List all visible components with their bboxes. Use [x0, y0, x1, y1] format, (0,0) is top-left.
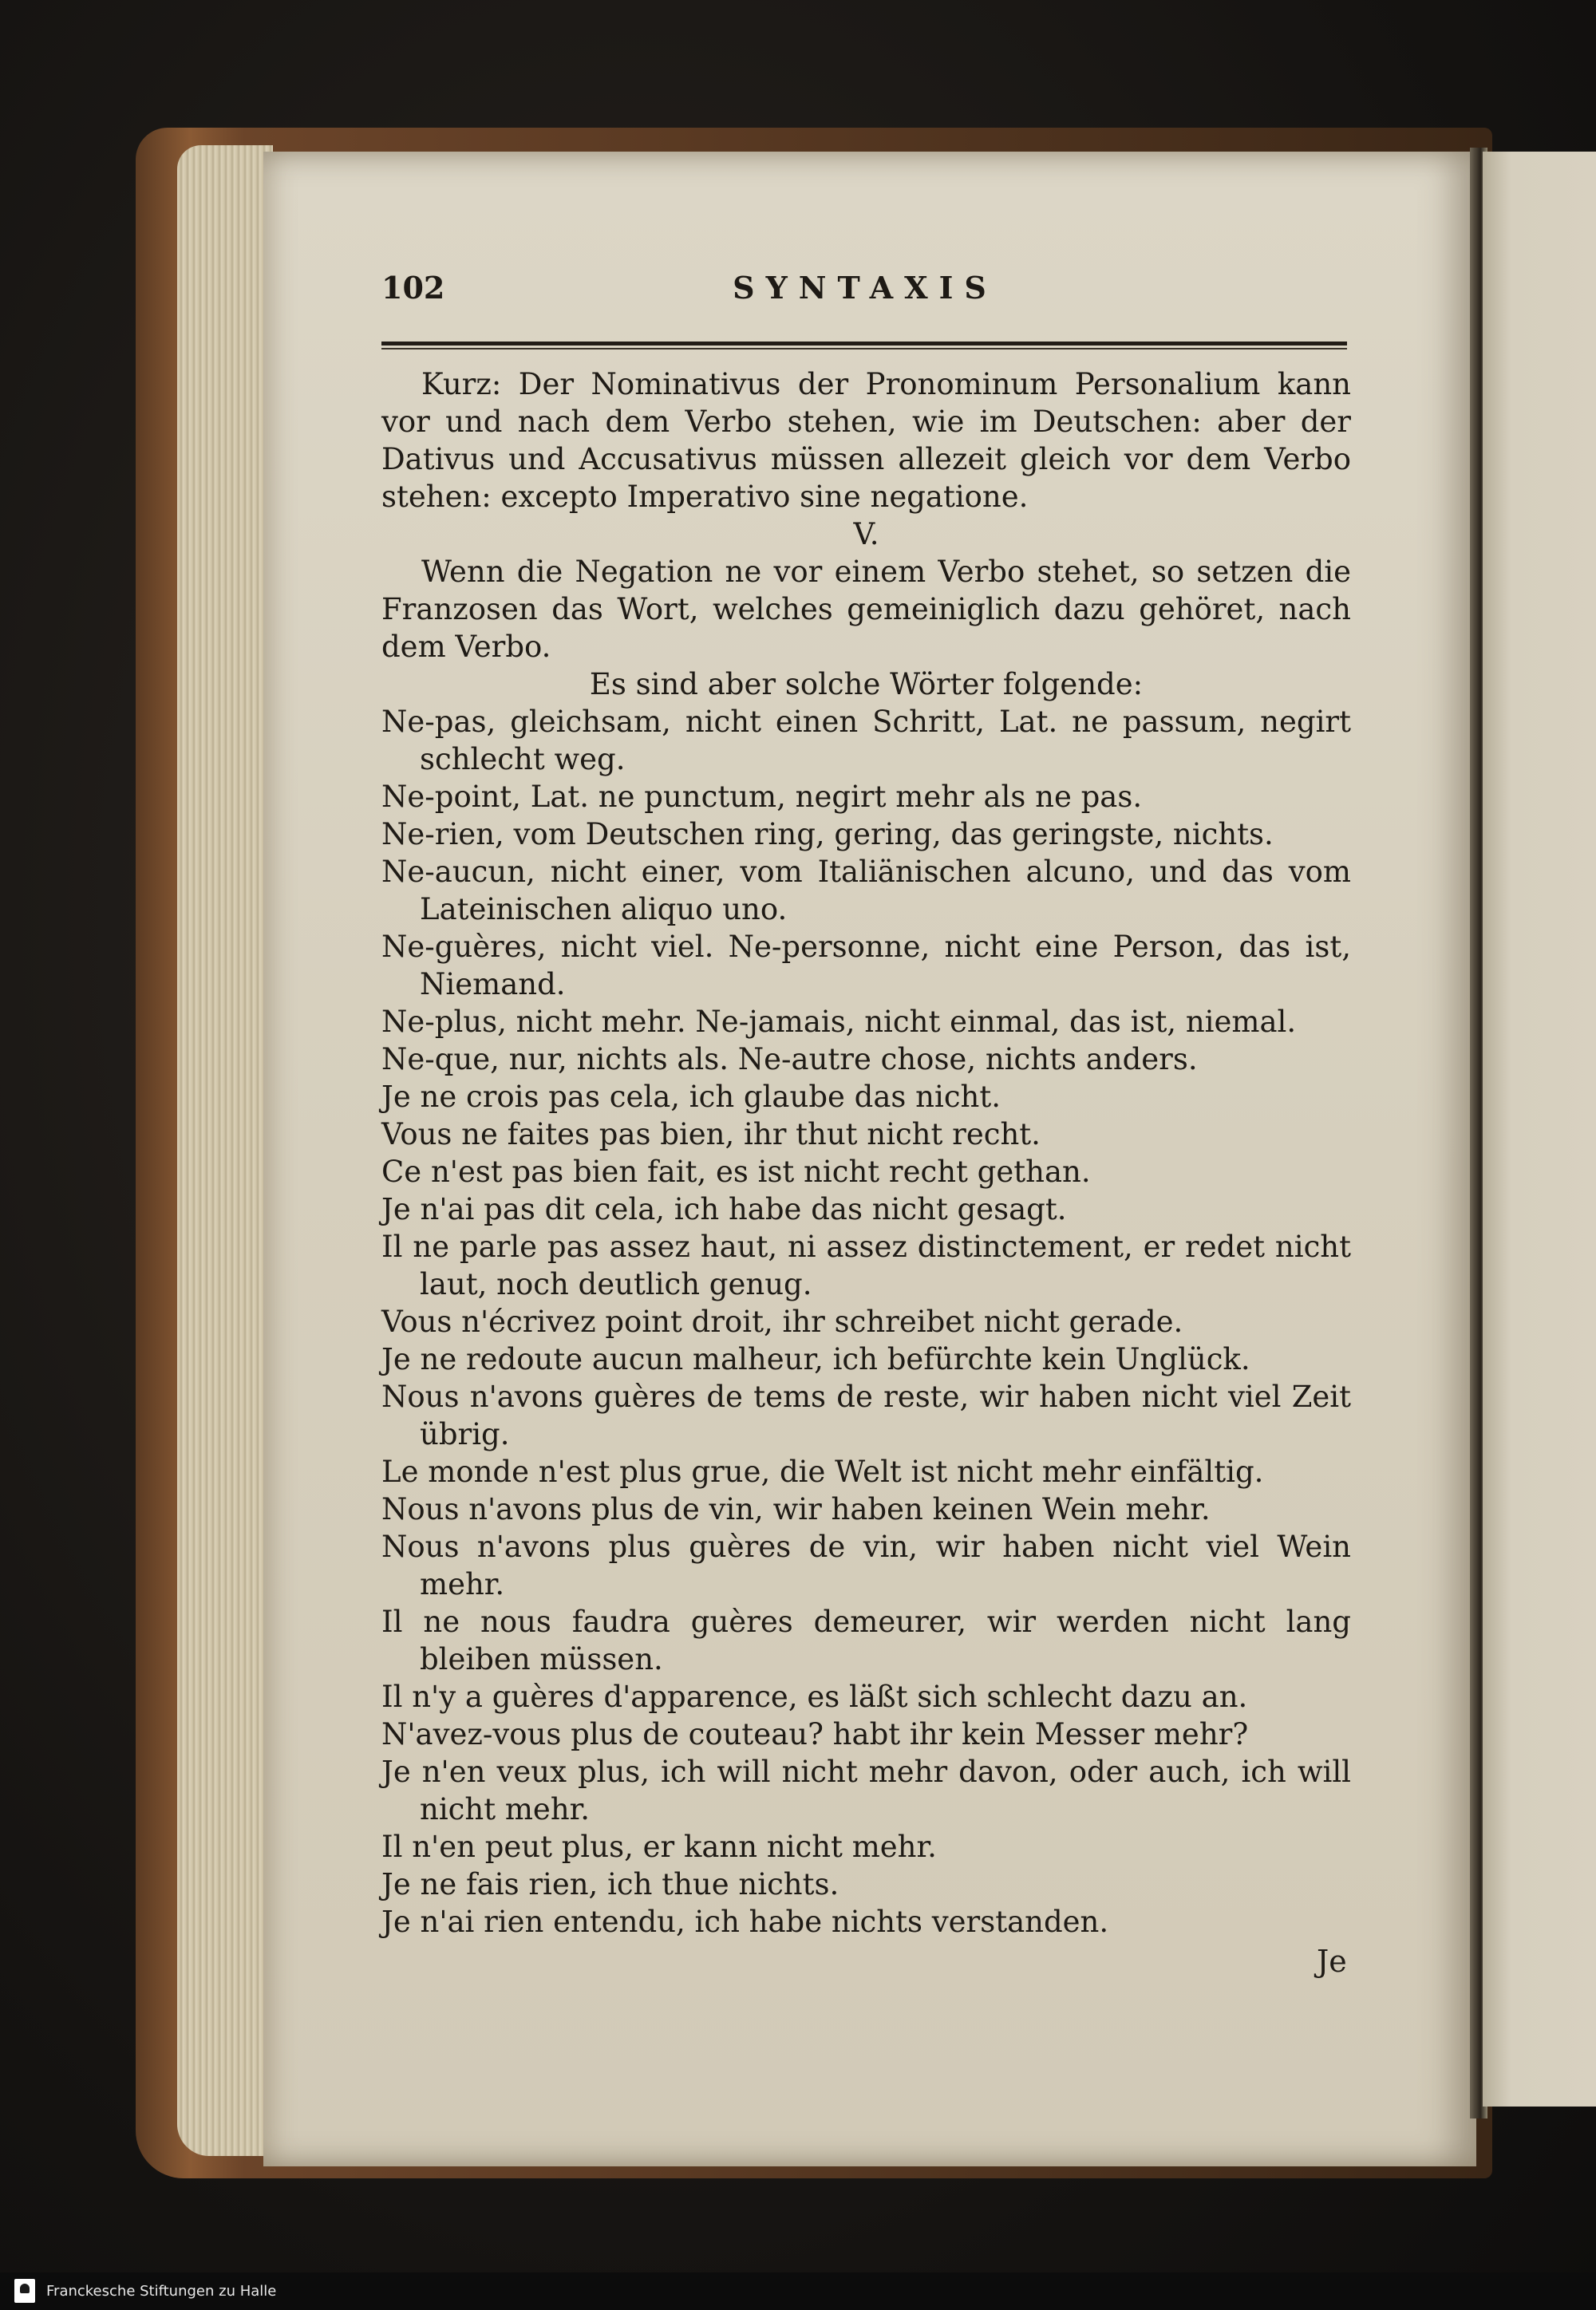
- text-paragraph: Je ne redoute aucun malheur, ich befürchte kein Unglück.: [381, 1342, 1250, 1376]
- text-paragraph: Il n'y a guères d'apparence, es läßt sich schlecht dazu an.: [381, 1680, 1248, 1714]
- head-rule: [381, 342, 1347, 346]
- institution-logo-icon: [14, 2279, 35, 2303]
- text-paragraph: Le monde n'est plus grue, die Welt ist nicht mehr einfältig.: [381, 1455, 1264, 1489]
- text-paragraph: Ne-pas, gleichsam, nicht einen Schritt, Lat. ne passum, negirt schlecht weg.: [381, 705, 1351, 776]
- page-edges: [177, 145, 273, 2156]
- text-paragraph: Ne-point, Lat. ne punctum, negirt mehr als ne pas.: [381, 780, 1143, 814]
- text-paragraph: Ce n'est pas bien fait, es ist nicht recht gethan.: [381, 1155, 1091, 1189]
- text-paragraph: Wenn die Negation ne vor einem Verbo stehet, so setzen die Franzosen das Wort, welches gemeiniglich dazu gehöret, nach dem Verbo.: [381, 555, 1351, 664]
- text-paragraph: Il ne parle pas assez haut, ni assez distinctement, er redet nicht laut, noch deutlich genug.: [381, 1230, 1351, 1301]
- footer-institution: Franckesche Stiftungen zu Halle: [46, 2283, 277, 2300]
- text-paragraph: Ne-aucun, nicht einer, vom Italiänischen alcuno, und das vom Lateinischen aliquo uno.: [381, 855, 1351, 926]
- text-paragraph: Vous n'écrivez point droit, ihr schreibet nicht gerade.: [381, 1305, 1183, 1339]
- page-body-text: [381, 365, 1351, 1941]
- text-paragraph: Nous n'avons guères de tems de reste, wir haben nicht viel Zeit übrig.: [381, 1380, 1351, 1451]
- text-paragraph: V.: [853, 517, 879, 551]
- text-paragraph: Je ne fais rien, ich thue nichts.: [381, 1867, 839, 1901]
- text-paragraph: Ne-plus, nicht mehr. Ne-jamais, nicht einmal, das ist, niemal.: [381, 1005, 1297, 1039]
- text-paragraph: Vous ne faites pas bien, ihr thut nicht recht.: [381, 1117, 1041, 1151]
- head-rule-thin: [381, 348, 1347, 349]
- facing-page-edge: [1483, 152, 1596, 2107]
- footer-bar: [0, 2272, 1596, 2310]
- text-paragraph: Ne-guères, nicht viel. Ne-personne, nicht eine Person, das ist, Niemand.: [381, 930, 1351, 1001]
- running-head: [381, 270, 1349, 318]
- text-paragraph: Kurz: Der Nominativus der Pronominum Personalium kann vor und nach dem Verbo stehen, wie im Deutschen: aber der Dativus und Accusativus müssen allezeit gleich vor dem Verbo stehen: excepto Imperativo sine negatione.: [381, 367, 1351, 514]
- text-paragraph: Nous n'avons plus guères de vin, wir haben nicht viel Wein mehr.: [381, 1530, 1351, 1601]
- text-paragraph: Nous n'avons plus de vin, wir haben keinen Wein mehr.: [381, 1492, 1211, 1526]
- text-paragraph: Es sind aber solche Wörter folgende:: [589, 667, 1144, 701]
- text-paragraph: Il n'en peut plus, er kann nicht mehr.: [381, 1830, 937, 1864]
- text-paragraph: Il ne nous faudra guères demeurer, wir werden nicht lang bleiben müssen.: [381, 1605, 1351, 1676]
- catchword: Je: [1317, 1944, 1347, 1979]
- text-paragraph: Je n'ai pas dit cela, ich habe das nicht gesagt.: [381, 1192, 1067, 1226]
- text-paragraph: Ne-que, nur, nichts als. Ne-autre chose, nichts anders.: [381, 1042, 1198, 1076]
- page-number: 102: [381, 270, 445, 306]
- running-title: SYNTAXIS: [733, 270, 998, 306]
- text-paragraph: Ne-rien, vom Deutschen ring, gering, das geringste, nichts.: [381, 817, 1274, 851]
- text-paragraph: N'avez-vous plus de couteau? habt ihr kein Messer mehr?: [381, 1717, 1249, 1751]
- text-paragraph: Je n'en veux plus, ich will nicht mehr davon, oder auch, ich will nicht mehr.: [381, 1755, 1351, 1826]
- text-paragraph: Je n'ai rien entendu, ich habe nichts verstanden.: [381, 1905, 1109, 1939]
- text-paragraph: Je ne crois pas cela, ich glaube das nicht.: [381, 1080, 1001, 1114]
